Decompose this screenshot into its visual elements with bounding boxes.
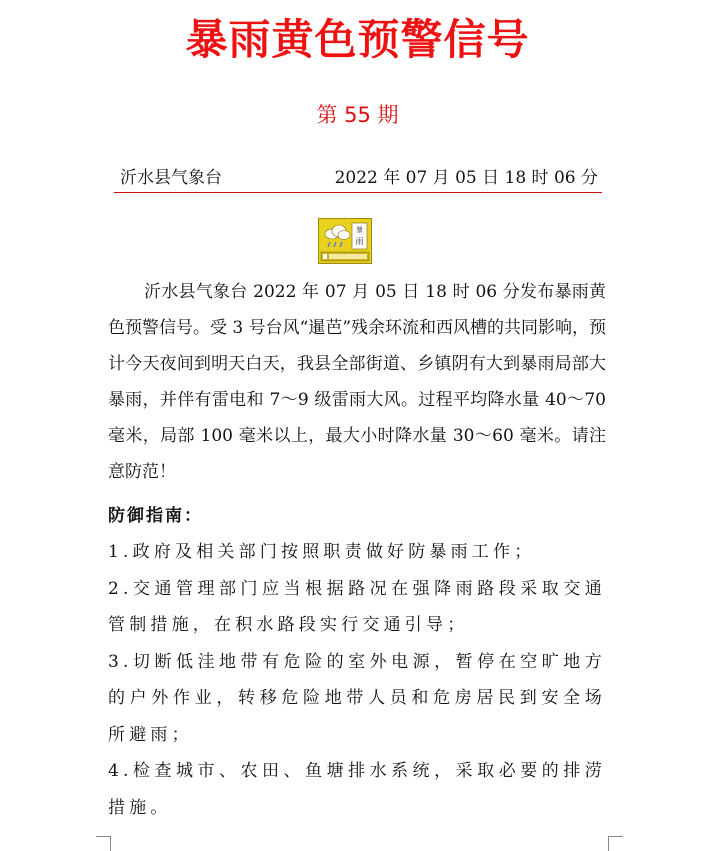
svg-text:雨: 雨 <box>355 237 364 246</box>
issue-number: 第 55 期 <box>316 103 399 127</box>
header-divider <box>114 192 602 193</box>
defense-guide-heading: 防御指南： <box>108 506 203 526</box>
page-corner-mark-left <box>96 836 111 851</box>
document-title: 暴雨黄色预警信号 <box>185 15 530 64</box>
issue-datetime: 2022 年 07 月 05 日 18 时 06 分 <box>334 168 598 188</box>
warning-body-paragraph: 沂水县气象台 2022 年 07 月 05 日 18 时 06 分发布暴雨黄色预警信号。受 3 号台风“暹芭”残余环流和西风槽的共同影响，预计今天夜间到明天白天，我县全部街道、乡镇阴有大到暴雨局部大暴雨，并伴有雷电和 7～9 级雷雨大风。过程平均降水量 40～70 毫米，局部 100 毫米以上，最大小时降水量 30～60 毫米。请注意防范！ <box>108 282 607 482</box>
svg-text:暴: 暴 <box>356 226 363 234</box>
defense-guide-list <box>108 534 606 826</box>
guide-item: 4.检查城市、农田、鱼塘排水系统，采取必要的排涝措施。 <box>108 761 606 818</box>
page-corner-mark-right <box>608 836 623 851</box>
rainstorm-yellow-warning-icon <box>318 218 372 264</box>
issuer-name: 沂水县气象台 <box>120 168 222 188</box>
issuer-date-row <box>114 165 602 191</box>
guide-item: 1.政府及相关部门按照职责做好防暴雨工作； <box>108 542 536 562</box>
guide-item: 3.切断低洼地带有危险的室外电源，暂停在空旷地方的户外作业，转移危险地带人员和危房居民到安全场所避雨； <box>108 651 606 745</box>
guide-item: 2.交通管理部门应当根据路况在强降雨路段采取交通管制措施，在积水路段实行交通引导； <box>108 578 606 635</box>
